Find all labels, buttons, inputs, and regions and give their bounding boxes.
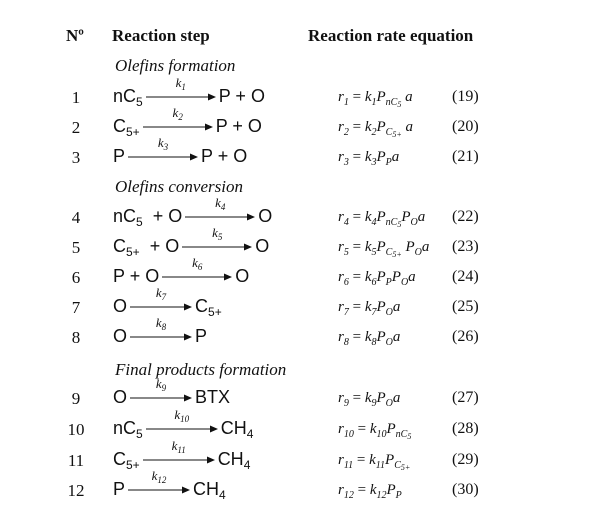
rate-constant-label: $k_2$ xyxy=(172,105,183,123)
equation-number: (30) xyxy=(452,481,479,498)
reaction-arrow xyxy=(128,468,190,495)
reaction-arrow xyxy=(128,135,198,162)
row-number: 10 xyxy=(67,420,85,439)
rate-equation: $r_8 = k_8P_Oa$ xyxy=(338,329,401,348)
reaction-step: $C_{5+}$ $k_{11}$ $CH_4$ xyxy=(113,438,251,472)
table-row xyxy=(0,75,594,112)
rate-equation: $r_1 = k_1P_{nC_5}$ a xyxy=(338,89,413,109)
reaction-arrow xyxy=(185,195,255,222)
equation-number: (19) xyxy=(452,88,479,105)
table-row xyxy=(0,438,594,475)
reaction-step: P + O $k_6$ O xyxy=(113,255,250,286)
rate-constant-label: $k_4$ xyxy=(215,195,226,213)
equation-number: (21) xyxy=(452,148,479,165)
section-olefins-conversion: Olefins conversion xyxy=(115,177,243,196)
rate-constant-label: $k_9$ xyxy=(155,376,167,394)
row-number: 9 xyxy=(71,389,81,408)
reaction-step: O $k_7$ $C_{5+}$ xyxy=(113,285,222,319)
rate-equation: $r_3 = k_3P_Pa$ xyxy=(338,149,400,168)
reaction-step: $C_{5+} + O$ $k_5$ O xyxy=(113,225,270,259)
reaction-arrow xyxy=(146,75,216,102)
rate-equation: $r_6 = k_6P_PP_Oa$ xyxy=(338,269,416,288)
reaction-arrow xyxy=(143,105,213,132)
reaction-step: $nC_5$ $k_{10}$ $CH_4$ xyxy=(113,407,254,441)
reaction-step: O $k_9$ BTX xyxy=(113,376,231,407)
reaction-arrow xyxy=(130,285,192,312)
row-number: 2 xyxy=(71,118,81,137)
reaction-step: $C_{5+}$ $k_2$ P + O xyxy=(113,105,262,139)
reaction-arrow xyxy=(130,376,192,403)
table-row xyxy=(0,376,594,413)
equation-number: (28) xyxy=(452,420,479,437)
section-final-products-formation: Final products formation xyxy=(115,360,287,379)
table-row xyxy=(0,468,594,505)
table-row xyxy=(0,407,594,444)
table-row xyxy=(0,195,594,232)
row-number: 12 xyxy=(67,481,85,500)
rate-constant-label: $k_5$ xyxy=(212,225,223,243)
rate-equation: $r_9 = k_9P_Oa$ xyxy=(338,390,401,409)
table-row xyxy=(0,135,594,172)
rate-equation: $r_7 = k_7P_Oa$ xyxy=(338,299,401,318)
rate-constant-label: $k_8$ xyxy=(155,315,167,333)
row-number: 6 xyxy=(71,268,81,287)
reaction-step: P $k_{12}$ $CH_4$ xyxy=(113,468,226,502)
row-number: 4 xyxy=(71,208,81,227)
header-rate-equation: Reaction rate equation xyxy=(308,26,474,45)
rate-equation: $r_4 = k_4P_{nC_5}P_Oa$ xyxy=(338,209,426,229)
rate-constant-label: $k_6$ xyxy=(192,255,203,273)
reaction-step: $nC_5 + O$ $k_4$ O xyxy=(113,195,273,229)
rate-constant-label: $k_{12}$ xyxy=(151,468,167,486)
header-number: Nº xyxy=(66,26,84,45)
reaction-step: P $k_3$ P + O xyxy=(113,135,248,166)
rate-constant-label: $k_7$ xyxy=(155,285,167,303)
rate-equation: $r_{11} = k_{11}P_{C_{5+}}$ xyxy=(338,452,411,472)
table-row xyxy=(0,255,594,292)
reaction-arrow xyxy=(146,407,218,434)
rate-equation: $r_{12} = k_{12}P_P$ xyxy=(338,482,402,501)
rate-equation: $r_2 = k_2P_{C_{5+}}$ a xyxy=(338,119,413,139)
reaction-arrow xyxy=(182,225,252,252)
table-row xyxy=(0,285,594,322)
rate-equation: $r_5 = k_5P_{C_{5+}}$ $P_Oa$ xyxy=(338,239,430,259)
table-row xyxy=(0,105,594,142)
row-number: 7 xyxy=(71,298,81,317)
row-number: 3 xyxy=(71,148,81,167)
equation-number: (24) xyxy=(452,268,479,285)
rate-constant-label: $k_{10}$ xyxy=(174,407,190,425)
reaction-step: $nC_5$ $k_1$ P + O xyxy=(113,75,265,109)
equation-number: (27) xyxy=(452,389,479,406)
row-number: 8 xyxy=(71,328,81,347)
equation-number: (26) xyxy=(452,328,479,345)
header-reaction-step: Reaction step xyxy=(112,26,210,45)
equation-number: (20) xyxy=(452,118,479,135)
reaction-step: O $k_8$ P xyxy=(113,315,208,346)
equation-number: (23) xyxy=(452,238,479,255)
rate-equation: $r_{10} = k_{10}P_{nC_5}$ xyxy=(338,421,412,441)
section-olefins-formation: Olefins formation xyxy=(115,56,236,75)
table-row xyxy=(0,225,594,262)
rate-constant-label: $k_{11}$ xyxy=(171,438,186,456)
table-row xyxy=(0,315,594,352)
rate-constant-label: $k_3$ xyxy=(157,135,169,153)
row-number: 5 xyxy=(71,238,81,257)
rate-constant-label: $k_1$ xyxy=(175,75,186,93)
equation-number: (25) xyxy=(452,298,479,315)
reaction-arrow xyxy=(143,438,215,465)
equation-number: (29) xyxy=(452,451,479,468)
row-number: 1 xyxy=(71,88,81,107)
reaction-arrow xyxy=(162,255,232,282)
row-number: 11 xyxy=(67,451,85,470)
equation-number: (22) xyxy=(452,208,479,225)
